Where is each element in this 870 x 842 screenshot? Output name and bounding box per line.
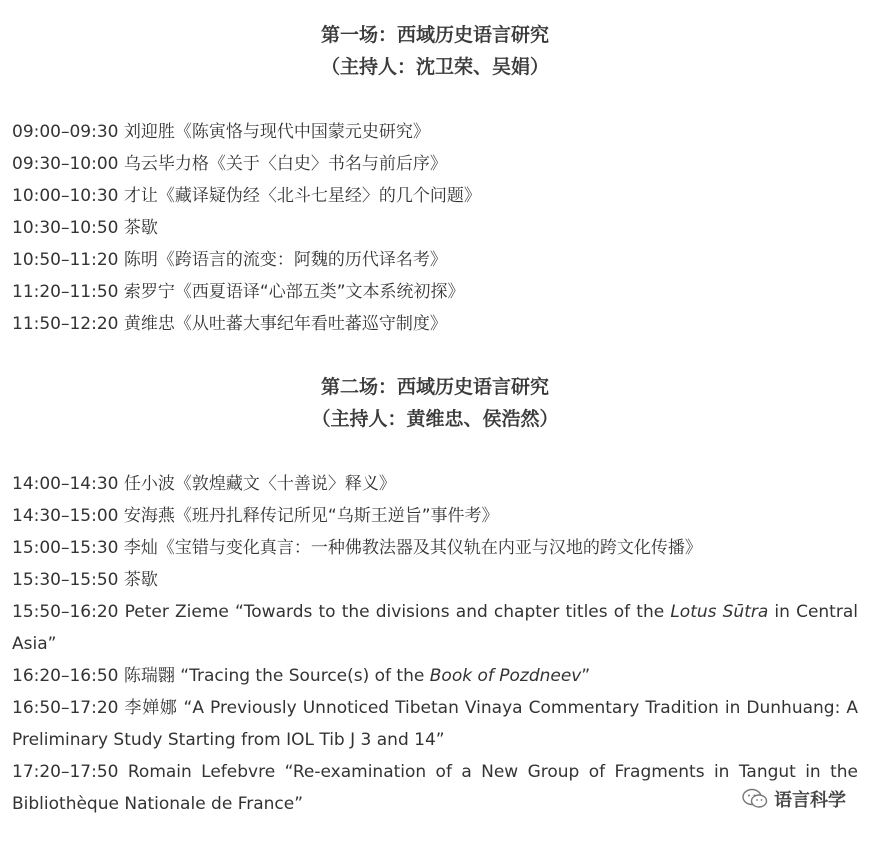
- item-text: 刘迎胜《陈寅恪与现代中国蒙元史研究》: [118, 122, 430, 142]
- item-time: 09:00–09:30: [12, 122, 119, 142]
- schedule-item: [12, 660, 858, 692]
- item-time: 10:30–10:50: [12, 218, 119, 238]
- item-time: 10:50–11:20: [12, 250, 119, 270]
- item-time: 14:30–15:00: [12, 506, 119, 526]
- item-time: 15:50–16:20: [12, 602, 119, 622]
- item-text: 茶歇: [118, 570, 158, 590]
- schedule-item: [12, 276, 858, 308]
- schedule-item: [12, 756, 858, 820]
- schedule-item: [12, 116, 858, 148]
- item-text: Romain Lefebvre “Re-examination of a New Group of Fragments in Tangut in the Bibliothèque Nationale de France”: [12, 762, 858, 814]
- item-time: 17:20–17:50: [12, 762, 119, 782]
- schedule-item: [12, 148, 858, 180]
- schedule-item: [12, 532, 858, 564]
- item-text: 李婵娜 “A Previously Unnoticed Tibetan Vinaya Commentary Tradition in Dunhuang: A Preliminary Study Starting from IOL Tib J 3 and 14”: [12, 698, 858, 750]
- item-text: 李灿《宝错与变化真言：一种佛教法器及其仪轨在内亚与汉地的跨文化传播》: [118, 538, 702, 558]
- session-2-heading: [0, 371, 870, 435]
- schedule-item: [12, 468, 858, 500]
- item-time: 16:20–16:50: [12, 666, 119, 686]
- item-text: 黄维忠《从吐蕃大事纪年看吐蕃巡守制度》: [118, 314, 447, 334]
- item-time: 14:00–14:30: [12, 474, 119, 494]
- schedule-item: [12, 692, 858, 756]
- watermark: [742, 786, 846, 812]
- item-time: 15:00–15:30: [12, 538, 119, 558]
- item-time: 15:30–15:50: [12, 570, 119, 590]
- item-text: 茶歇: [118, 218, 158, 238]
- item-text: 陈明《跨语言的流变：阿魏的历代译名考》: [118, 250, 447, 270]
- item-text: 乌云毕力格《关于〈白史〉书名与前后序》: [118, 154, 447, 174]
- item-text: 索罗宁《西夏语译“心部五类”文本系统初探》: [118, 282, 465, 302]
- schedule-item: [12, 564, 858, 596]
- session-1-hosts: （主持人：沈卫荣、吴娟）: [320, 56, 549, 78]
- session-1-heading: [0, 19, 870, 83]
- item-text-end: in Central Asia”: [12, 602, 858, 654]
- session-2-schedule: [12, 468, 858, 820]
- item-italic-title: Lotus Sūtra: [670, 602, 769, 622]
- schedule-item: [12, 180, 858, 212]
- schedule-item: [12, 308, 858, 340]
- item-text: 任小波《敦煌藏文〈十善说〉释义》: [118, 474, 396, 494]
- schedule-item: [12, 212, 858, 244]
- item-text: 陈瑞翾 “Tracing the Source(s) of the: [118, 666, 430, 686]
- item-time: 11:50–12:20: [12, 314, 119, 334]
- item-text: Peter Zieme “Towards to the divisions and chapter titles of the: [118, 602, 671, 622]
- session-1-schedule: [12, 116, 858, 340]
- item-time: 11:20–11:50: [12, 282, 119, 302]
- session-1-title: 第一场：西域历史语言研究: [320, 24, 549, 46]
- item-italic-title: Book of Pozdneev: [429, 666, 582, 686]
- schedule-item: [12, 596, 858, 660]
- schedule-item: [12, 500, 858, 532]
- session-2-hosts: （主持人：黄维忠、侯浩然）: [311, 408, 559, 430]
- schedule-item: [12, 244, 858, 276]
- item-text: 才让《藏译疑伪经〈北斗七星经〉的几个问题》: [118, 186, 481, 206]
- item-text: 安海燕《班丹扎释传记所见“乌斯王逆旨”事件考》: [118, 506, 499, 526]
- watermark-label: 语言科学: [774, 790, 846, 811]
- item-time: 16:50–17:20: [12, 698, 119, 718]
- wechat-icon: [742, 788, 768, 810]
- item-time: 09:30–10:00: [12, 154, 119, 174]
- item-time: 10:00–10:30: [12, 186, 119, 206]
- item-text-end: ”: [581, 666, 591, 686]
- session-2-title: 第二场：西域历史语言研究: [320, 376, 549, 398]
